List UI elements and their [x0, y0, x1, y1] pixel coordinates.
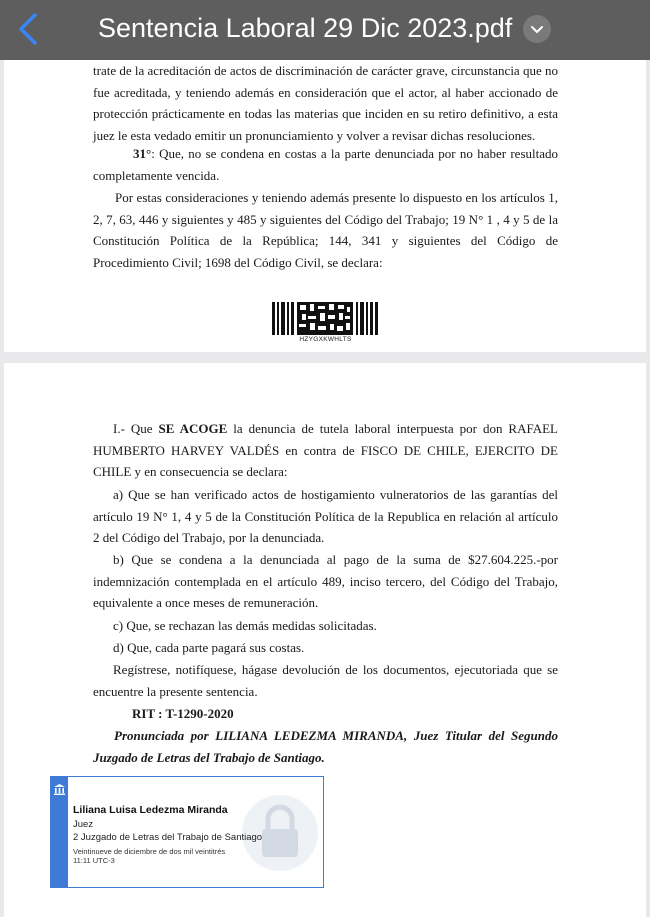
item-1-bold: SE ACOGE	[158, 421, 228, 436]
signature-date: Veintinueve de diciembre de dos mil veintitrés	[73, 847, 226, 856]
document-title: Sentencia Laboral 29 Dic 2023.pdf	[98, 13, 513, 43]
back-button[interactable]	[14, 12, 44, 46]
pdf-viewer-toolbar	[0, 0, 650, 60]
paragraph-item-d: d) Que, cada parte pagará sus costas.	[113, 640, 305, 655]
signature-time: 11:11 UTC-3	[73, 856, 115, 865]
courthouse-icon	[53, 783, 66, 796]
digital-signature-box	[50, 776, 324, 888]
paragraph-item-a: a) Que se han verificado actos de hostigamiento vulneratorios de las garantías del artículo 19 N° 1, 4 y 5 de la Constitución Política de la Republica en relación al artículo 2 del Código del Trabajo, por la denunciada.	[93, 487, 558, 546]
barcode-code: HZYGXKWHLTS	[299, 336, 352, 343]
paragraph-item-b: b) Que se condena a la denunciada al pago de la suma de $27.604.225.-por indemnización contemplada en el artículo 489, inciso tercero, del Código del Trabajo, equivalente a once meses de remuneración.	[93, 552, 558, 611]
paragraph-continuation: trate de la acreditación de actos de discriminación de carácter grave, circunstancia que no fue acreditada, y teniendo además en consideración que el actor, al haber accionado de protección prácticamente en todas las materias que inciden en su retiro definitivo, a esta juez le esta vedado emitir un pronunciamiento y volver a revisar dichas resoluciones.	[93, 63, 558, 144]
case-rit: RIT : T-1290-2020	[132, 706, 234, 721]
paragraph-item-31	[93, 143, 558, 186]
signer-name: Liliana Luisa Ledezma Miranda	[73, 804, 228, 816]
barcode-image	[272, 302, 379, 335]
paragraph-pronounced: Pronunciada por LILIANA LEDEZMA MIRANDA, Juez Titular del Segundo Juzgado de Letras del Trabajo de Santiago.	[93, 728, 558, 765]
paragraph-considerations: Por estas consideraciones y teniendo además presente lo dispuesto en los artículos 1, 2, 7, 63, 446 y siguientes y 485 y siguientes del Código del Trabajo; 19 N° 1 , 4 y 5 de la Constitución Política de la República; 144, 341 y siguientes del Código de Procedimiento Civil; 1698 del Código Civil, se declara:	[93, 190, 558, 271]
paragraph-item-c: c) Que, se rechazan las demás medidas solicitadas.	[113, 618, 377, 633]
item-31-text: : Que, no se condena en costas a la parte denunciada por no haber resultado completamente vencida.	[93, 146, 558, 183]
signer-role: Juez	[73, 819, 94, 830]
pdf-page-1	[4, 60, 646, 352]
item-31-number: 31°	[133, 146, 152, 161]
chevron-down-icon	[523, 15, 551, 43]
chevron-left-icon	[14, 12, 44, 46]
paragraph-register: Regístrese, notifíquese, hágase devolución de los documentos, ejecutoriada que se encuentre la presente sentencia.	[93, 662, 558, 699]
item-1-prefix: I.- Que	[113, 421, 159, 436]
paragraph-item-1	[93, 418, 558, 483]
item-1-text: la denuncia de tutela laboral interpuesta por don RAFAEL HUMBERTO HARVEY VALDÉS en contra de FISCO DE CHILE, EJERCITO DE CHILE y en consecuencia se declara:	[93, 421, 558, 480]
signature-accent-bar	[51, 777, 68, 887]
pdf-page-2	[4, 363, 646, 917]
title-menu-button[interactable]	[523, 15, 551, 43]
signer-court: 2 Juzgado de Letras del Trabajo de Santiago	[73, 832, 263, 843]
